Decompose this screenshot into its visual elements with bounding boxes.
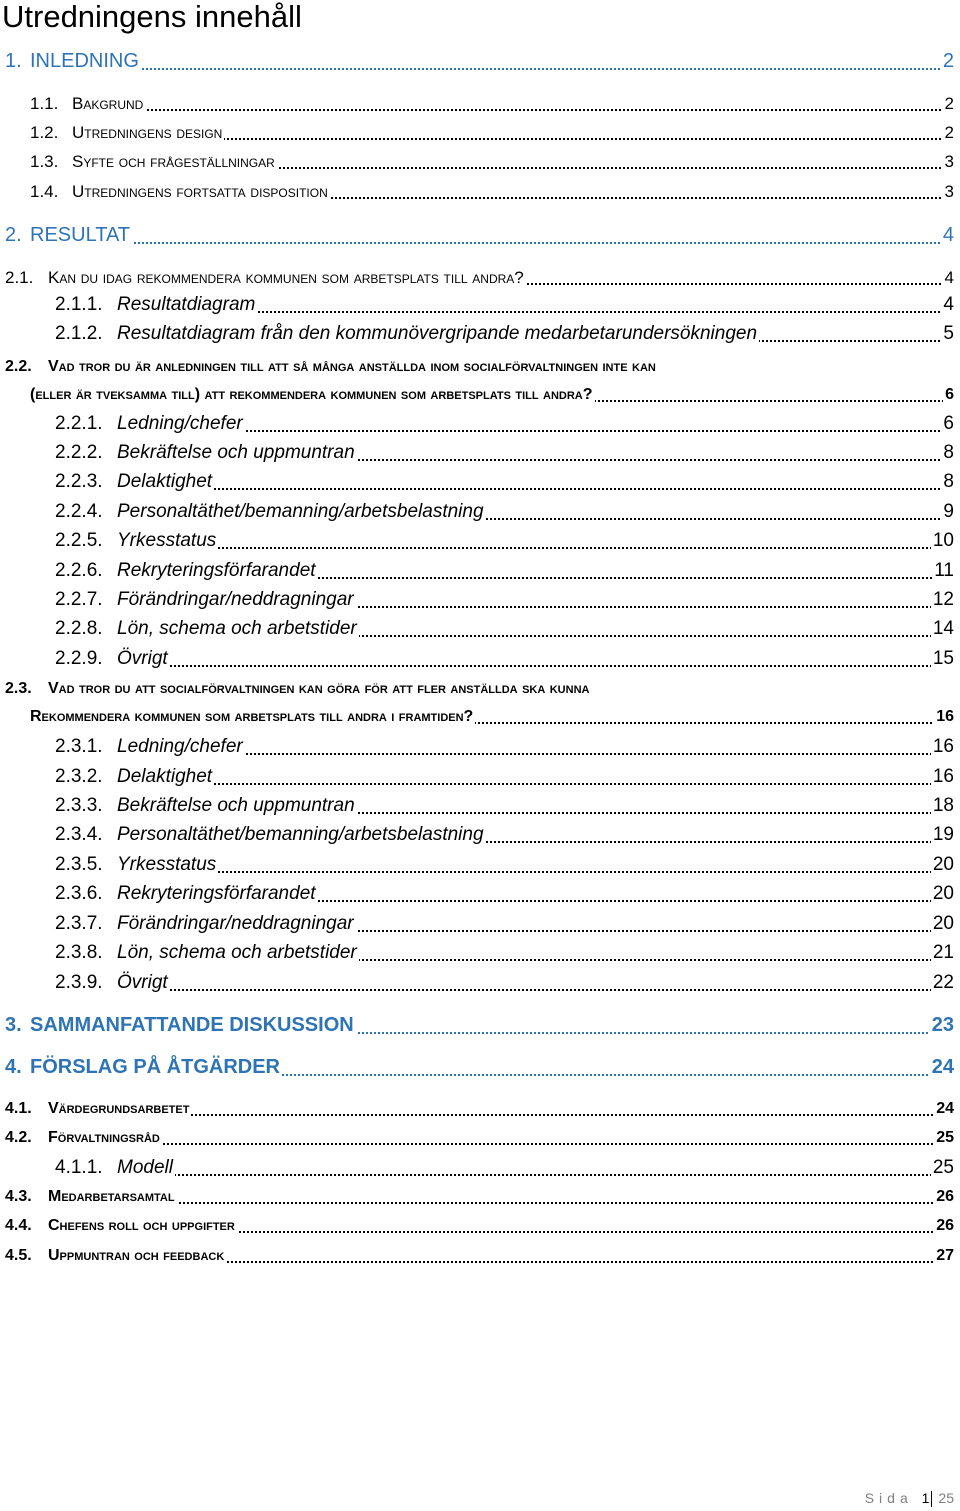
toc-entry-page: 15 [932, 648, 954, 669]
toc-entry-title: Chefens roll och uppgifter [48, 1215, 237, 1237]
toc-entry-number: 4.2. [5, 1129, 32, 1146]
toc-entry-number: 2.2.4. [55, 501, 103, 522]
toc-entry[interactable] [0, 617, 960, 641]
toc-entry-number: 2.3. [5, 680, 32, 697]
toc-leader-dots [72, 109, 952, 111]
toc-entry-title: Övrigt [117, 972, 168, 993]
toc-entry-page: 5 [943, 323, 954, 344]
toc-entry-page: 10 [932, 530, 954, 551]
toc-entry-title: Bekräftelse och uppmuntran [117, 442, 355, 463]
toc-entry-number: 2.2.2. [55, 442, 103, 463]
toc-entry-number: 2.3.6. [55, 883, 103, 904]
toc-entry-title: Lön, schema och arbetstider [117, 618, 357, 639]
toc-entry-number: 1.1. [30, 94, 59, 113]
toc-entry-number: 1. [5, 50, 22, 72]
page-title: Utredningens innehåll [2, 0, 302, 34]
toc-entry-title: Värdegrundsarbetet [48, 1098, 191, 1120]
toc-entry-number: 2.3.7. [55, 913, 103, 934]
toc-entry[interactable] [0, 441, 960, 465]
toc-entry-title: Modell [117, 1157, 173, 1178]
toc-entry-page: 4 [944, 268, 954, 287]
toc-leader-dots [30, 68, 952, 70]
toc-entry[interactable] [0, 412, 960, 436]
toc-entry-number: 2.2.9. [55, 648, 103, 669]
toc-entry[interactable] [0, 1186, 960, 1208]
toc-entry-title: Kan du idag rekommendera kommunen som arbetsplats till andra? [48, 268, 524, 287]
toc-leader-dots [117, 989, 952, 991]
toc-entry-page: 23 [931, 1014, 954, 1036]
toc-entry-title: Resultatdiagram från den kommunövergripande medarbetarundersökningen [117, 323, 758, 344]
toc-entry-page: 9 [943, 501, 954, 522]
toc-entry-title: (eller är tveksamma till) att rekommendera kommunen som arbetsplats till andra? [30, 384, 595, 406]
toc-entry-number: 3. [5, 1014, 22, 1036]
toc-entry-title: FÖRSLAG PÅ ÅTGÄRDER [30, 1056, 280, 1078]
toc-entry-page: 20 [932, 883, 954, 904]
toc-entry-title: INLEDNING [30, 50, 139, 72]
toc-entry-page: 8 [943, 442, 954, 463]
toc-leader-dots [117, 665, 952, 667]
toc-entry-page: 2 [944, 94, 954, 113]
toc-entry-page: 18 [932, 795, 954, 816]
toc-entry-page: 11 [934, 560, 954, 581]
toc-entry[interactable] [0, 181, 960, 203]
toc-entry-page: 4 [943, 294, 954, 315]
toc-entry-title: Ledning/chefer [117, 736, 243, 757]
toc-entry-page: 2 [944, 123, 954, 142]
toc-entry-number: 2.3.5. [55, 854, 103, 875]
toc-entry-title: Delaktighet [117, 471, 213, 492]
toc-entry-number: 4.5. [5, 1247, 32, 1264]
toc-entry[interactable] [0, 941, 960, 965]
toc-entry-number: 2.2.1. [55, 413, 103, 434]
toc-entry-number: 4.4. [5, 1217, 32, 1234]
toc-entry[interactable] [0, 735, 960, 759]
toc-entry-title: Lön, schema och arbetstider [117, 942, 357, 963]
toc-entry[interactable] [0, 93, 960, 115]
toc-entry[interactable] [0, 48, 960, 74]
footer-separator [931, 1491, 932, 1507]
toc-entry[interactable] [0, 470, 960, 494]
toc-entry-title: Vad tror du är anledningen till att så många anställda inom socialförvaltningen inte kan [48, 356, 658, 378]
toc-entry-title: Utredningens fortsatta disposition [72, 182, 328, 201]
footer-total-pages: 25 [938, 1490, 954, 1506]
toc-entry-title: Förändringar/neddragningar [117, 913, 354, 934]
toc-entry-page: 20 [932, 854, 954, 875]
toc-leader-dots [48, 1202, 952, 1204]
toc-entry-number: 2.3.8. [55, 942, 103, 963]
toc-entry-page: 20 [932, 913, 954, 934]
toc-entry-page: 24 [931, 1056, 954, 1078]
toc-entry-page: 27 [934, 1245, 954, 1267]
toc-entry-page: 16 [932, 736, 954, 757]
toc-entry[interactable] [0, 794, 960, 818]
toc-entry-page: 3 [944, 182, 954, 201]
toc-entry-title: Uppmuntran och feedback [48, 1245, 226, 1267]
toc-entry-number: 2.3.2. [55, 766, 103, 787]
toc-entry-title: Yrkesstatus [117, 530, 217, 551]
toc-entry-page: 26 [934, 1186, 954, 1208]
toc-entry[interactable] [0, 1215, 960, 1237]
toc-leader-dots [48, 1143, 952, 1145]
toc-entry-title: Yrkesstatus [117, 854, 217, 875]
toc-entry-number: 2.2.6. [55, 560, 103, 581]
toc-entry-number: 2.3.1. [55, 736, 103, 757]
toc-entry-title: Rekryteringsförfarandet [117, 883, 316, 904]
toc-leader-dots [117, 1174, 952, 1176]
toc-leader-dots [117, 783, 952, 785]
toc-entry[interactable] [0, 853, 960, 877]
toc-leader-dots [30, 242, 952, 244]
toc-entry-number: 1.4. [30, 182, 59, 201]
toc-entry-number: 2.2.7. [55, 589, 103, 610]
toc-entry-page: 22 [932, 972, 954, 993]
toc-entry[interactable] [0, 1245, 960, 1267]
toc-entry[interactable] [0, 322, 960, 346]
toc-entry-title: Personaltäthet/bemanning/arbetsbelastning [117, 824, 484, 845]
toc-entry[interactable] [0, 222, 960, 248]
toc-entry-title: Ledning/chefer [117, 413, 243, 434]
toc-entry-title: Förvaltningsråd [48, 1127, 162, 1149]
toc-entry-number: 2.2. [5, 358, 32, 375]
toc-entry-title: Övrigt [117, 648, 168, 669]
toc-entry-number: 4.3. [5, 1188, 32, 1205]
toc-entry-page: 26 [934, 1215, 954, 1237]
toc-leader-dots [117, 547, 952, 549]
toc-entry[interactable] [0, 1098, 960, 1120]
toc-entry-page: 8 [943, 471, 954, 492]
toc-entry-title: SAMMANFATTANDE DISKUSSION [30, 1014, 354, 1036]
toc-entry-page: 19 [932, 824, 954, 845]
toc-entry-page: 3 [944, 152, 954, 171]
toc-entry[interactable] [0, 882, 960, 906]
toc-entry-title: Förändringar/neddragningar [117, 589, 354, 610]
toc-entry[interactable] [0, 765, 960, 789]
toc-entry-title: Rekommendera kommunen som arbetsplats till andra i framtiden? [30, 706, 475, 728]
toc-entry-title: Delaktighet [117, 766, 213, 787]
toc-leader-dots [117, 871, 952, 873]
toc-entry-number: 2.3.4. [55, 824, 103, 845]
toc-entry-title: Vad tror du att socialförvaltningen kan göra för att fler anställda ska kunna [48, 678, 591, 700]
toc-entry-page: 12 [932, 589, 954, 610]
toc-entry-number: 4. [5, 1056, 22, 1078]
toc-entry-number: 4.1. [5, 1100, 32, 1117]
toc-entry-page: 21 [932, 942, 954, 963]
footer-label: Sida [864, 1490, 913, 1506]
toc-entry-number: 1.3. [30, 152, 59, 171]
toc-entry-title: Bakgrund [72, 94, 144, 113]
toc-entry[interactable] [0, 1054, 960, 1080]
toc-entry-title: Resultatdiagram [117, 294, 256, 315]
toc-entry[interactable] [0, 559, 960, 583]
footer-page-number: 1 [921, 1490, 930, 1506]
toc-entry[interactable] [0, 971, 960, 995]
toc-entry[interactable] [0, 267, 960, 289]
toc-entry[interactable] [0, 293, 960, 317]
toc-entry-page: 16 [932, 766, 954, 787]
toc-entry-title: RESULTAT [30, 224, 131, 246]
toc-entry-number: 2. [5, 224, 22, 246]
toc-entry-page: 16 [934, 706, 954, 728]
toc-leader-dots [117, 488, 952, 490]
toc-entry-number: 2.1.2. [55, 323, 103, 344]
toc-entry[interactable] [0, 1012, 960, 1038]
page-footer [865, 1490, 954, 1507]
toc-entry[interactable] [0, 823, 960, 847]
toc-entry-title: Rekryteringsförfarandet [117, 560, 316, 581]
toc-entry[interactable] [0, 1127, 960, 1149]
toc-entry[interactable] [0, 1156, 960, 1180]
toc-entry-number: 2.2.3. [55, 471, 103, 492]
toc-entry-title: Utredningens design [72, 123, 223, 142]
toc-entry-number: 2.3.3. [55, 795, 103, 816]
toc-entry-page: 25 [934, 1127, 954, 1149]
toc-entry-title: Medarbetarsamtal [48, 1186, 177, 1208]
toc-entry-number: 2.2.5. [55, 530, 103, 551]
toc-entry-page: 25 [932, 1157, 954, 1178]
toc-entry-number: 1.2. [30, 123, 59, 142]
toc-entry-number: 2.1.1. [55, 294, 103, 315]
toc-entry-page: 6 [943, 413, 954, 434]
toc-entry-title: Personaltäthet/bemanning/arbetsbelastning [117, 501, 484, 522]
toc-entry-page: 14 [932, 618, 954, 639]
toc-entry-page: 2 [942, 50, 954, 72]
toc-entry-page: 4 [942, 224, 954, 246]
toc-entry[interactable] [0, 122, 960, 144]
toc-entry[interactable] [0, 500, 960, 524]
toc-entry[interactable] [0, 529, 960, 553]
toc-entry-page: 24 [934, 1098, 954, 1120]
toc-entry-title: Syfte och frågeställningar [72, 152, 275, 171]
toc-entry-number: 2.3.9. [55, 972, 103, 993]
toc-entry-number: 2.2.8. [55, 618, 103, 639]
toc-entry-number: 2.1. [5, 268, 34, 287]
toc-entry-number: 4.1.1. [55, 1157, 103, 1178]
toc-entry[interactable] [0, 912, 960, 936]
toc-entry[interactable] [0, 588, 960, 612]
toc-entry-title: Bekräftelse och uppmuntran [117, 795, 355, 816]
toc-entry[interactable] [0, 647, 960, 671]
toc-entry[interactable] [0, 356, 960, 403]
toc-entry-page: 6 [943, 384, 954, 406]
toc-entry[interactable] [0, 678, 960, 725]
toc-entry[interactable] [0, 151, 960, 173]
